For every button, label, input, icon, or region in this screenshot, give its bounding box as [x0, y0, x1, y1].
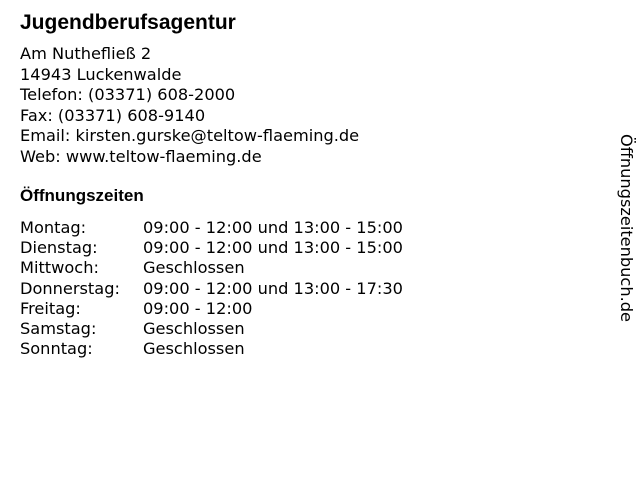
day-label: Mittwoch: [20, 258, 99, 278]
address-city: 14943 Luckenwalde [20, 64, 182, 84]
opening-hours-heading: Öffnungszeiten [20, 186, 144, 205]
hours-row-thursday [20, 279, 600, 299]
hours-row-monday [20, 218, 600, 238]
day-hours: 09:00 - 12:00 [143, 298, 253, 318]
hours-row-sunday [20, 339, 600, 359]
day-hours: Geschlossen [143, 258, 245, 278]
day-label: Montag: [20, 218, 87, 237]
business-card [20, 11, 600, 359]
watermark-site-name: Öffnungszeitenbuch.de [617, 134, 636, 322]
day-label: Samstag: [20, 319, 97, 339]
day-label: Dienstag: [20, 238, 98, 258]
hours-row-saturday [20, 319, 600, 339]
day-hours: 09:00 - 12:00 und 13:00 - 15:00 [143, 218, 403, 237]
day-label: Freitag: [20, 298, 81, 318]
business-name: Jugendberufsagentur [20, 11, 236, 34]
day-hours: 09:00 - 12:00 und 13:00 - 17:30 [143, 278, 403, 298]
phone-number: Telefon: (03371) 608-2000 [20, 85, 236, 104]
day-label: Sonntag: [20, 339, 93, 359]
day-hours: Geschlossen [143, 319, 245, 339]
hours-row-friday [20, 299, 600, 319]
hours-row-wednesday [20, 258, 600, 278]
contact-block [20, 44, 600, 167]
hours-row-tuesday [20, 238, 600, 258]
fax-number: Fax: (03371) 608-9140 [20, 105, 206, 125]
address-street: Am Nuthefließ 2 [20, 44, 152, 63]
website-address: Web: www.teltow-flaeming.de [20, 146, 262, 166]
opening-hours-table [20, 218, 600, 359]
day-hours: 09:00 - 12:00 und 13:00 - 15:00 [143, 238, 403, 258]
day-hours: Geschlossen [143, 339, 245, 359]
day-label: Donnerstag: [20, 278, 120, 298]
email-address: Email: kirsten.gurske@teltow-flaeming.de [20, 126, 360, 145]
